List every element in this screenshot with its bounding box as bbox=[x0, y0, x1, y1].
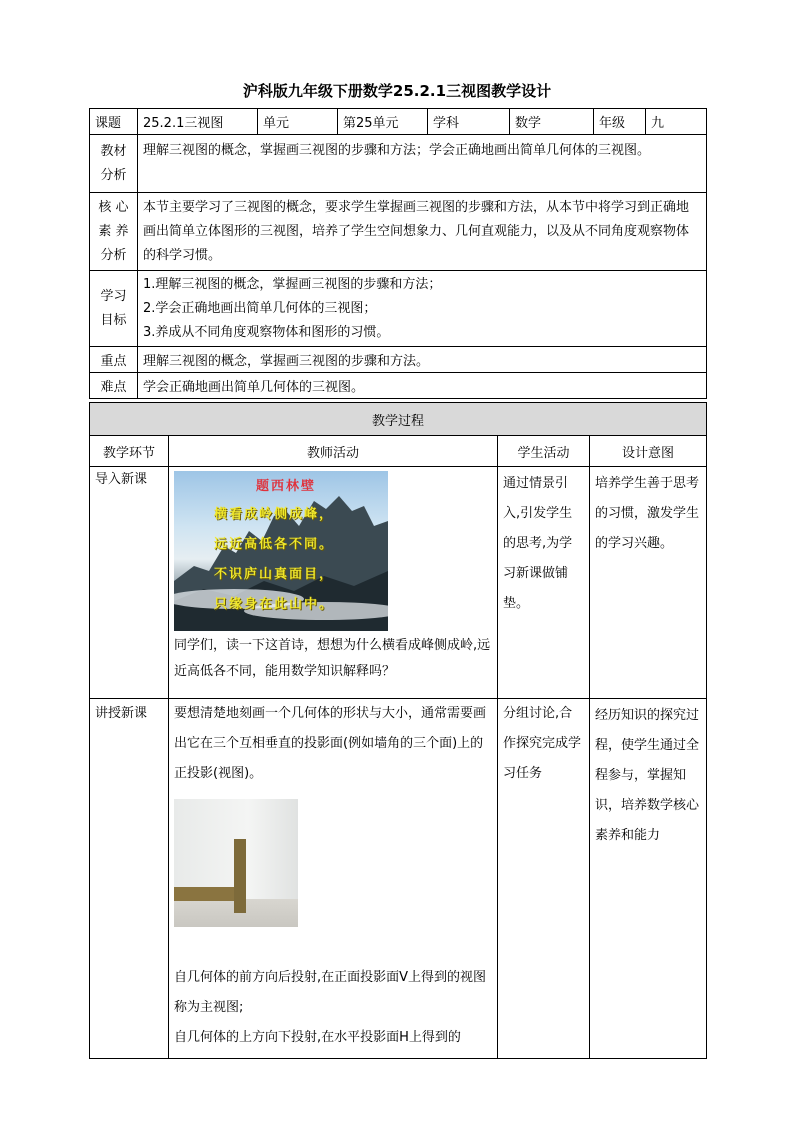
col-teacher: 教师活动 bbox=[169, 436, 498, 467]
grade-label: 年级 bbox=[594, 109, 646, 135]
info-row bbox=[90, 109, 707, 135]
key-row bbox=[90, 347, 707, 373]
poem-line: 横看成岭侧成峰， bbox=[214, 507, 335, 522]
process-table bbox=[89, 402, 707, 1059]
poem-mountain-image bbox=[174, 471, 388, 631]
goal-row bbox=[90, 271, 707, 347]
baseboard-right bbox=[234, 839, 246, 913]
poem-line: 不识庐山真面目， bbox=[214, 567, 335, 582]
wall-corner-image bbox=[174, 799, 298, 927]
course-label: 课题 bbox=[90, 109, 138, 135]
course-value: 25.2.1三视图 bbox=[138, 109, 258, 135]
teach-row bbox=[90, 699, 707, 1059]
difficult-label: 难点 bbox=[90, 373, 138, 399]
goal-label: 学习 目标 bbox=[90, 271, 138, 347]
col-stage: 教学环节 bbox=[90, 436, 169, 467]
intro-student: 通过情景引入,引发学生的思考,为学习新课做铺垫。 bbox=[498, 467, 590, 699]
core-row bbox=[90, 193, 707, 271]
key-label: 重点 bbox=[90, 347, 138, 373]
poem-line: 只缘身在此山中。 bbox=[214, 597, 335, 612]
subject-label: 学科 bbox=[428, 109, 510, 135]
teach-intent: 经历知识的探究过程，使学生通过全程参与，掌握知识，培养数学核心素养和能力 bbox=[590, 699, 707, 1059]
goal-item: 1.理解三视图的概念，掌握画三视图的步骤和方法； bbox=[143, 276, 442, 292]
analysis-label: 教材 分析 bbox=[90, 135, 138, 193]
analysis-row bbox=[90, 135, 707, 193]
intro-intent: 培养学生善于思考的习惯，激发学生的学习兴趣。 bbox=[590, 467, 707, 699]
baseboard-left bbox=[174, 887, 236, 901]
teach-text-2: 自几何体的前方向后投射,在正面投影面V上得到的视图称为主视图; bbox=[174, 970, 487, 1015]
col-student: 学生活动 bbox=[498, 436, 590, 467]
poem-title: 题西林壁 bbox=[256, 479, 317, 494]
grade-value: 九 bbox=[646, 109, 707, 135]
teach-teacher bbox=[169, 699, 498, 1059]
intro-stage: 导入新课 bbox=[90, 467, 169, 699]
process-header: 教学过程 bbox=[90, 403, 707, 436]
poem-line: 远近高低各不同。 bbox=[214, 537, 335, 552]
goal-item: 2.学会正确地画出简单几何体的三视图； bbox=[143, 300, 377, 316]
teach-text-1: 要想清楚地刻画一个几何体的形状与大小，通常需要画出它在三个互相垂直的投影面(例如墙角的三个面)上的正投影(视图)。 bbox=[174, 706, 487, 781]
document-title: 沪科版九年级下册数学25.2.1三视图教学设计 bbox=[242, 82, 552, 100]
col-intent: 设计意图 bbox=[590, 436, 707, 467]
analysis-text: 理解三视图的概念，掌握画三视图的步骤和方法；学会正确地画出简单几何体的三视图。 bbox=[138, 135, 707, 193]
key-text: 理解三视图的概念，掌握画三视图的步骤和方法。 bbox=[138, 347, 707, 373]
unit-label: 单元 bbox=[258, 109, 338, 135]
teach-stage: 讲授新课 bbox=[90, 699, 169, 1059]
intro-teacher bbox=[169, 467, 498, 699]
difficult-row bbox=[90, 373, 707, 399]
core-label: 核 心 素 养 分析 bbox=[90, 193, 138, 271]
goal-item: 3.养成从不同角度观察物体和图形的习惯。 bbox=[143, 324, 390, 340]
column-header-row bbox=[90, 436, 707, 467]
unit-value: 第25单元 bbox=[338, 109, 428, 135]
goal-list bbox=[138, 271, 707, 347]
lesson-info-table bbox=[89, 108, 707, 399]
intro-row bbox=[90, 467, 707, 699]
subject-value: 数学 bbox=[510, 109, 594, 135]
intro-teacher-text: 同学们，读一下这首诗，想想为什么横看成峰侧成岭,远近高低各不同，能用数学知识解释吗？ bbox=[174, 638, 491, 679]
teach-text-3: 自几何体的上方向下投射,在水平投影面H上得到的 bbox=[174, 1030, 461, 1045]
teach-student: 分组讨论,合作探究完成学习任务 bbox=[498, 699, 590, 1059]
process-header-row bbox=[90, 403, 707, 436]
difficult-text: 学会正确地画出简单几何体的三视图。 bbox=[138, 373, 707, 399]
core-text: 本节主要学习了三视图的概念，要求学生掌握画三视图的步骤和方法，从本节中将学习到正确地画出简单立体图形的三视图，培养了学生空间想象力、几何直观能力，以及从不同角度观察物体的科学习惯。 bbox=[138, 193, 707, 271]
